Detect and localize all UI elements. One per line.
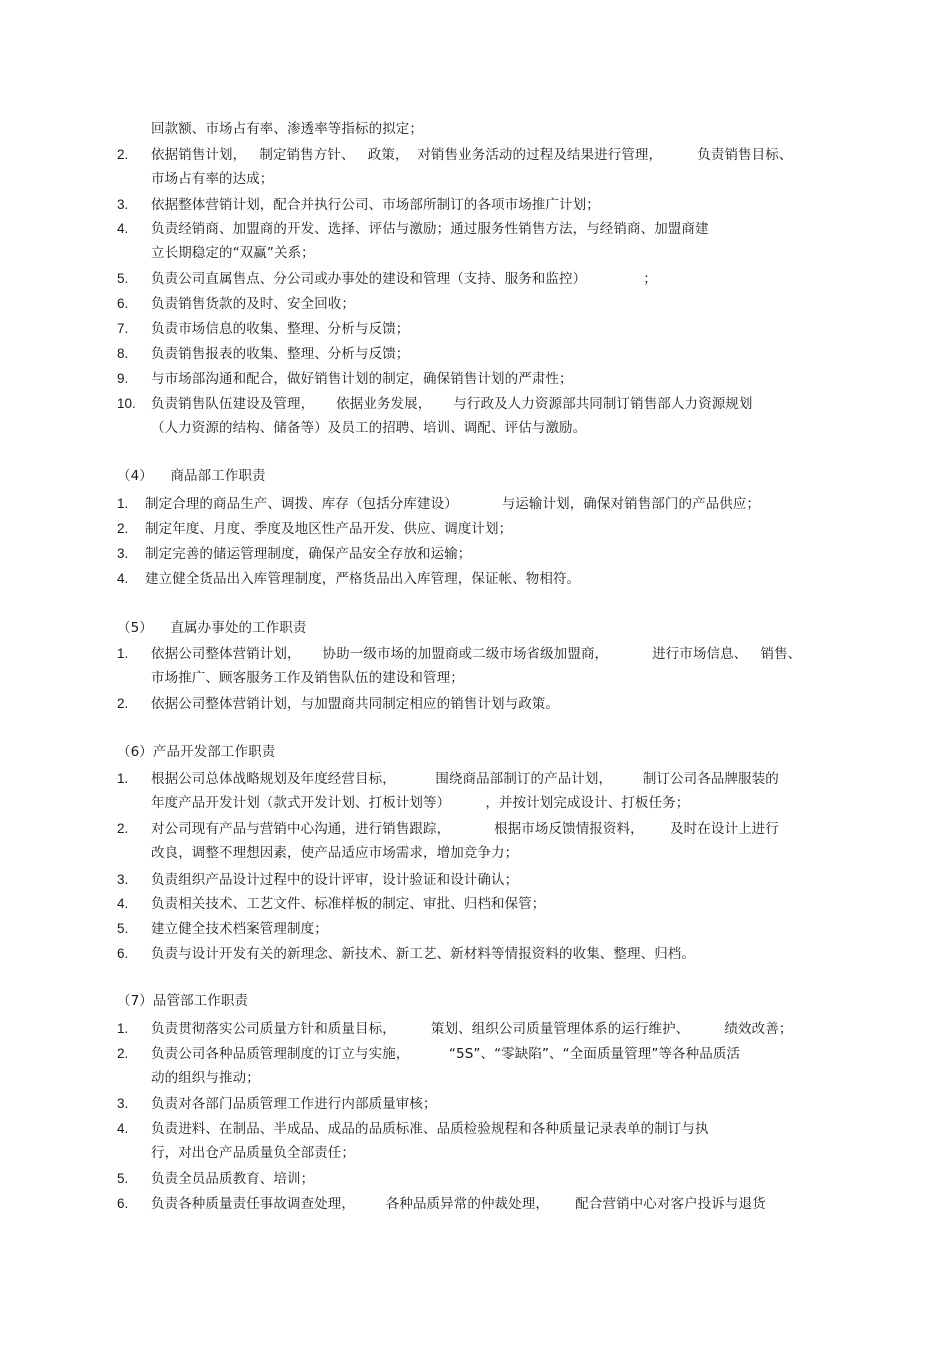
- text-line: 年度产品开发计划（款式开发计划、打板计划等） ，并按计划完成设计、打板任务；: [151, 795, 690, 811]
- list-item-text: 负责公司直属售点、分公司或办事处的建设和管理（支持、服务和监控） ；: [151, 271, 657, 287]
- list-item-text: 负责市场信息的收集、整理、分析与反馈；: [151, 321, 410, 337]
- list-number: 5.: [117, 271, 129, 286]
- section-heading: （4） 商品部工作职责: [117, 468, 266, 484]
- list-number: 10.: [117, 396, 136, 411]
- list-number: 2.: [117, 821, 129, 836]
- list-item-text: 制定完善的储运管理制度，确保产品安全存放和运输；: [145, 546, 472, 562]
- text-line: （人力资源的结构、储备等）及员工的招聘、培训、调配、评估与激励。: [151, 420, 587, 436]
- list-item-text: 负责与设计开发有关的新理念、新技术、新工艺、新材料等情报资料的收集、整理、归档。: [151, 946, 695, 962]
- list-item-text: 制定年度、月度、季度及地区性产品开发、供应、调度计划；: [145, 521, 513, 537]
- list-number: 3.: [117, 1096, 129, 1111]
- list-item-text: 负责销售货款的及时、安全回收；: [151, 296, 355, 312]
- text-line: 行，对出仓产品质量负全部责任；: [151, 1145, 355, 1161]
- section-heading: （5） 直属办事处的工作职责: [117, 620, 307, 636]
- list-number: 3.: [117, 546, 129, 561]
- list-number: 6.: [117, 946, 129, 961]
- list-item-text: 依据公司整体营销计划， 协助一级市场的加盟商或二级市场省级加盟商， 进行市场信息、 销售、: [151, 646, 802, 662]
- list-item-text: 建立健全技术档案管理制度；: [151, 921, 328, 937]
- list-number: 1.: [117, 771, 129, 786]
- list-number: 5.: [117, 921, 129, 936]
- list-item-text: 负责进料、在制品、半成品、成品的品质标准、品质检验规程和各种质量记录表单的制订与执: [151, 1121, 709, 1137]
- list-item-text: 负责各种质量责任事故调查处理， 各种品质异常的仲裁处理， 配合营销中心对客户投诉与退货: [151, 1196, 766, 1212]
- list-item-text: 根据公司总体战略规划及年度经营目标， 围绕商品部制订的产品计划， 制订公司各品牌服装的: [151, 771, 779, 787]
- list-item-text: 负责对各部门品质管理工作进行内部质量审核；: [151, 1096, 437, 1112]
- text-line: 市场占有率的达成；: [151, 171, 274, 187]
- list-item-text: 负责公司各种品质管理制度的订立与实施， “5S”、“零缺陷”、“全面质量管理”等各种品质活: [151, 1046, 741, 1062]
- text-line: 市场推广、顾客服务工作及销售队伍的建设和管理；: [151, 670, 464, 686]
- list-item-text: 依据公司整体营销计划，与加盟商共同制定相应的销售计划与政策。: [151, 696, 559, 712]
- list-item-text: 依据整体营销计划，配合并执行公司、市场部所制订的各项市场推广计划；: [151, 197, 600, 213]
- list-number: 3.: [117, 872, 129, 887]
- list-item-text: 负责相关技术、工艺文件、标准样板的制定、审批、归档和保管；: [151, 896, 546, 912]
- list-number: 4.: [117, 896, 129, 911]
- list-item-text: 对公司现有产品与营销中心沟通，进行销售跟踪， 根据市场反馈情报资料， 及时在设计上进行: [151, 821, 779, 837]
- list-item-text: 建立健全货品出入库管理制度，严格货品出入库管理，保证帐、物相符。: [145, 571, 581, 587]
- list-number: 6.: [117, 296, 129, 311]
- section-heading: （7）品管部工作职责: [117, 993, 249, 1009]
- section-heading: （6）产品开发部工作职责: [117, 744, 276, 760]
- list-item-text: 负责经销商、加盟商的开发、选择、评估与激励；通过服务性销售方法，与经销商、加盟商建: [151, 221, 709, 237]
- list-number: 4.: [117, 1121, 129, 1136]
- list-number: 4.: [117, 571, 129, 586]
- list-number: 8.: [117, 346, 129, 361]
- list-item-text: 负责销售队伍建设及管理， 依据业务发展， 与行政及人力资源部共同制订销售部人力资源规划: [151, 396, 753, 412]
- list-item-text: 制定合理的商品生产、调拨、库存（包括分库建设） 与运输计划，确保对销售部门的产品供应；: [145, 496, 761, 512]
- text-line: 改良，调整不理想因素，使产品适应市场需求，增加竞争力；: [151, 845, 519, 861]
- text-line: 立长期稳定的“双赢”关系；: [151, 245, 315, 261]
- list-number: 9.: [117, 371, 129, 386]
- list-number: 1.: [117, 646, 129, 661]
- list-number: 4.: [117, 221, 129, 236]
- list-number: 2.: [117, 1046, 129, 1061]
- list-number: 2.: [117, 696, 129, 711]
- list-item-text: 负责全员品质教育、培训；: [151, 1171, 315, 1187]
- list-item-text: 负责组织产品设计过程中的设计评审，设计验证和设计确认；: [151, 872, 519, 888]
- list-number: 3.: [117, 197, 129, 212]
- list-number: 2.: [117, 521, 129, 536]
- list-number: 5.: [117, 1171, 129, 1186]
- list-item-text: 依据销售计划， 制定销售方针、 政策， 对销售业务活动的过程及结果进行管理， 负责销售目标、: [151, 147, 793, 163]
- list-number: 1.: [117, 1021, 129, 1036]
- list-number: 7.: [117, 321, 129, 336]
- list-item-text: 与市场部沟通和配合，做好销售计划的制定，确保销售计划的严肃性；: [151, 371, 573, 387]
- list-item-text: 负责贯彻落实公司质量方针和质量目标， 策划、组织公司质量管理体系的运行维护、 绩效改善；: [151, 1021, 793, 1037]
- list-number: 6.: [117, 1196, 129, 1211]
- list-number: 1.: [117, 496, 129, 511]
- text-line: 回款额、市场占有率、渗透率等指标的拟定；: [151, 121, 423, 137]
- text-line: 动的组织与推动；: [151, 1070, 260, 1086]
- list-number: 2.: [117, 147, 129, 162]
- list-item-text: 负责销售报表的收集、整理、分析与反馈；: [151, 346, 410, 362]
